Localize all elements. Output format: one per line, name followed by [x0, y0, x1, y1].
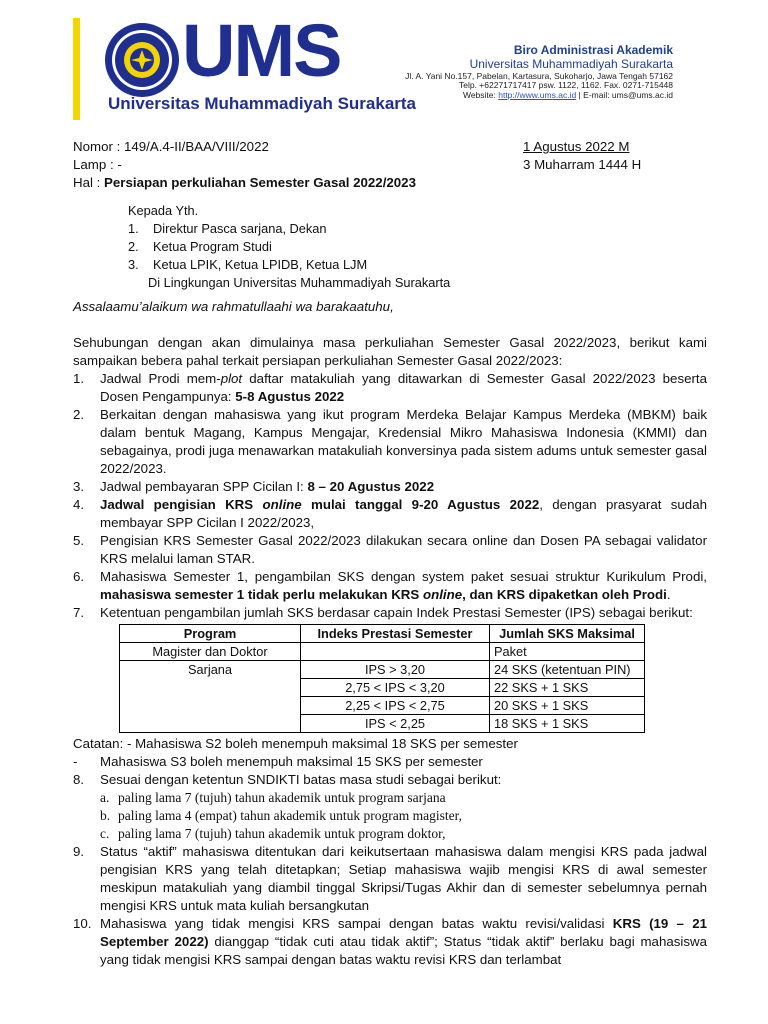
recipient-item: 1. Direktur Pasca sarjana, Dekan — [128, 221, 327, 236]
recipient-location: Di Lingkungan Universitas Muhammadiyah Surakarta — [148, 275, 451, 290]
ums-wordmark: UMS — [182, 9, 341, 92]
office-university: Universitas Muhammadiyah Surakarta — [469, 56, 673, 71]
recipient-item: 2. Ketua Program Studi — [128, 239, 272, 254]
notes-line: Catatan: - Mahasiswa S2 boleh menempuh maksimal 18 SKS per semester — [73, 736, 518, 751]
table-header: Indeks Prestasi Semester — [301, 625, 490, 643]
website-link[interactable]: http://www.ums.ac.id — [498, 90, 577, 101]
letter-body — [73, 334, 707, 969]
list-item: 5. Pengisian KRS Semester Gasal 2022/2023 dilakukan secara online dan Dosen PA sebagai validator KRS melalui laman STAR. — [73, 533, 707, 566]
office-web-email: Website: http://www.ums.ac.id | E-mail: ums@ums.ac.id — [462, 90, 673, 101]
nomor-line: Nomor : 149/A.4-II/BAA/VIII/2022 — [73, 139, 269, 154]
greeting: Assalaamu’alaikum wa rahmatullaahi wa barakaatuhu, — [73, 299, 394, 314]
list-item: 4. Jadwal pengisian KRS online mulai tanggal 9-20 Agustus 2022, dengan prasyarat sudah membayar SPP Cicilan I 2022/2023, — [73, 497, 707, 530]
letterhead-accent-bar — [73, 18, 80, 120]
office-name: Biro Administrasi Akademik — [513, 43, 673, 57]
letter-header — [73, 138, 707, 192]
table-row: IPS < 2,25 18 SKS + 1 SKS — [120, 715, 645, 733]
list-item: 6. Mahasiswa Semester 1, pengambilan SKS dengan system paket sesuai struktur Kurikulum Prodi, mahasiswa semester 1 tidak perlu melakukan KRS online, dan KRS dipaketkan oleh Prodi. — [73, 569, 707, 602]
table-header: Jumlah SKS Maksimal — [490, 625, 645, 643]
table-row: Sarjana IPS > 3,20 24 SKS (ketentuan PIN) — [120, 661, 645, 679]
table-row: 2,75 < IPS < 3,20 22 SKS + 1 SKS — [120, 679, 645, 697]
sks-table — [119, 624, 645, 733]
table-row: Magister dan Doktor Paket — [120, 643, 645, 661]
sub-item: b. paling lama 4 (empat) tahun akademik untuk program magister, — [100, 808, 462, 823]
recipient-item: 3. Ketua LPIK, Ketua LPIDB, Ketua LJM — [128, 257, 368, 272]
list-item: 7. Ketentuan pengambilan jumlah SKS berdasar capain Indek Prestasi Semester (IPS) sebagai berikut: — [73, 605, 693, 620]
table-header-row — [120, 625, 645, 643]
sub-item: a. paling lama 7 (tujuh) tahun akademik untuk program sarjana — [100, 790, 446, 805]
list-item: 3. Jadwal pembayaran SPP Cicilan I: 8 – 20 Agustus 2022 — [73, 479, 435, 494]
letter-date: 1 Agustus 2022 M — [523, 139, 630, 154]
lamp-line: Lamp : - — [73, 157, 122, 172]
hijri-date: 3 Muharram 1444 H — [523, 157, 642, 172]
recipient-intro: Kepada Yth. — [128, 203, 199, 218]
list-item: 1. Jadwal Prodi mem-plot daftar matakuliah yang ditawarkan di Semester Gasal 2022/2023 beserta Dosen Pengampunya: 5-8 Agustus 2022 — [73, 371, 707, 404]
table-header: Program — [120, 625, 301, 643]
ums-seal-logo — [104, 22, 180, 98]
hal-line: Hal : Persiapan perkuliahan Semester Gasal 2022/2023 — [73, 175, 416, 190]
university-name: Universitas Muhammadiyah Surakarta — [108, 94, 417, 113]
office-phone: Telp. +62271717417 psw. 1122, 1162. Fax. 0271-715448 — [458, 80, 673, 91]
list-item: 10. Mahasiswa yang tidak mengisi KRS sampai dengan batas waktu revisi/validasi KRS (19 – 21 September 2022) dianggap “tidak cuti atau tidak aktif”; Status “tidak aktif” berlaku bagi mahasiswa yang tidak mengisi KRS sampai dengan batas waktu revisi KRS dan terlambat — [73, 916, 708, 967]
office-address: Jl. A. Yani No.157, Pabelan, Kartasura, Sukoharjo, Jawa Tengah 57162 — [405, 70, 673, 81]
sub-item: c. paling lama 7 (tujuh) tahun akademik untuk program doktor, — [100, 826, 446, 841]
list-item: 9. Status “aktif” mahasiswa ditentukan dari keikutsertaan mahasiswa dalam mengisi KRS pada jadwal pengisian KRS yang telah ditetapkan; Setiap mahasiswa wajib mengisi KRS di awal semester meskipun matakuliah yang diambil tinggal Skripsi/Tugas Akhir dan di semester sebelumnya pernah mengisi KRS untuk mata kuliah bersangkutan — [73, 844, 707, 913]
list-item: 2. Berkaitan dengan mahasiswa yang ikut program Merdeka Belajar Kampus Merdeka (MBKM) baik dalam bentuk Magang, Kampus Mengajar, Kredensial Mikro Mahasiswa Indonesia (KMMI) dan sebagainya, prodi juga menawarkan matakuliah konversinya pada sistem adums untuk semester gasal 2022/2023. — [73, 407, 707, 476]
opening-paragraph: Sehubungan dengan akan dimulainya masa perkuliahan Semester Gasal 2022/2023, berikut kami sampaikan bebera pahal terkait persiapan perkuliahan Semester Gasal 2022/2023: — [73, 335, 707, 368]
notes-line: - Mahasiswa S3 boleh menempuh maksimal 15 SKS per semester — [73, 754, 483, 769]
recipient-block — [128, 202, 450, 292]
office-info — [405, 44, 673, 101]
list-item: 8. Sesuai dengan ketentun SNDIKTI batas masa studi sebagai berikut: — [73, 772, 502, 787]
table-row: 2,25 < IPS < 2,75 20 SKS + 1 SKS — [120, 697, 645, 715]
